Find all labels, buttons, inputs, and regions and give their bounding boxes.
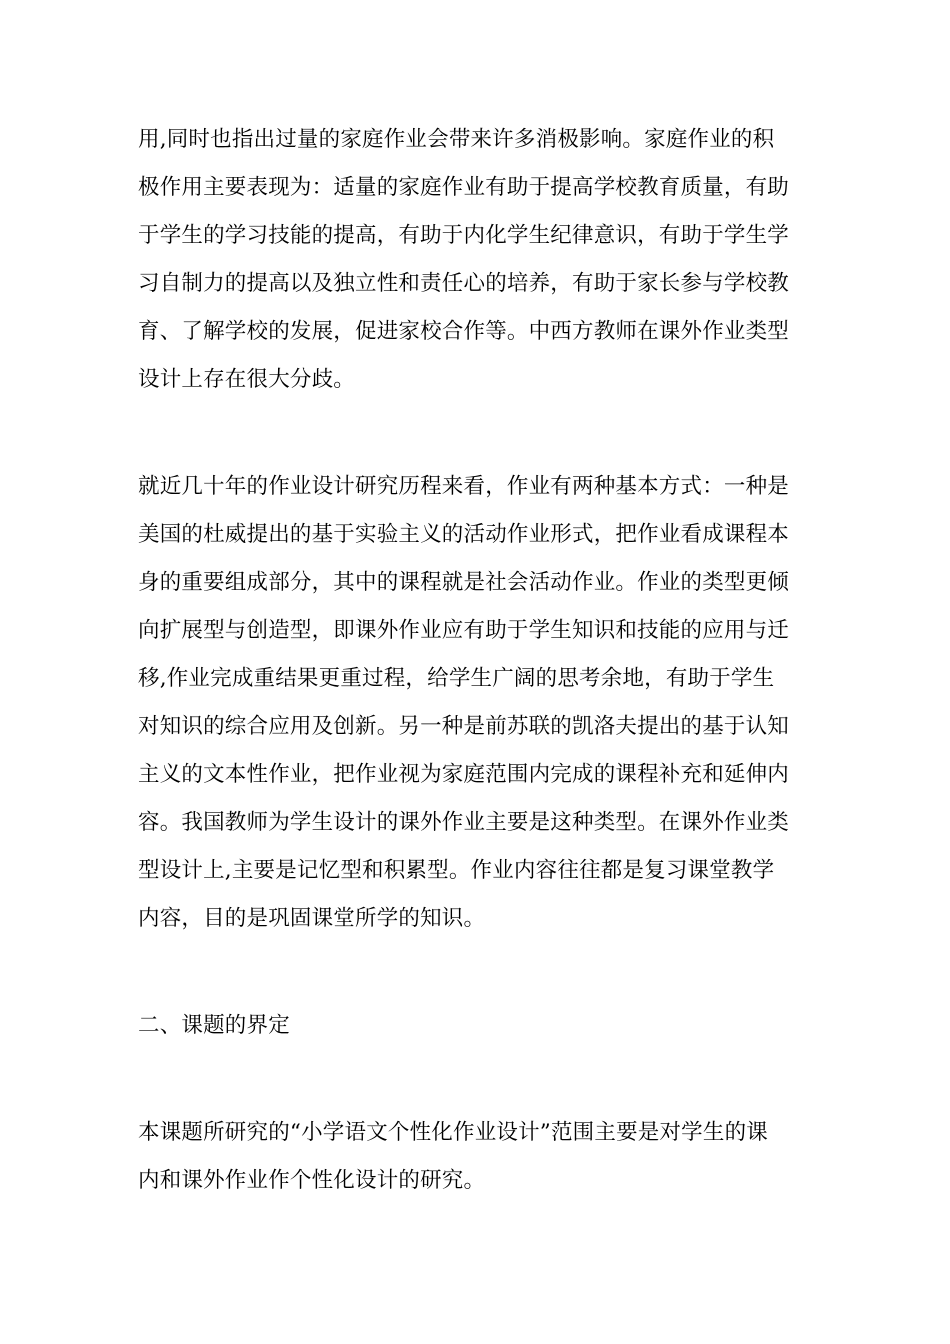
text-line: 型设计上,主要是记忆型和积累型。作业内容往往都是复习课堂教学 xyxy=(138,858,775,883)
text-line: 习自制力的提高以及独立性和责任心的培养，有助于家长参与学校教 xyxy=(138,271,790,296)
text-line: 移,作业完成重结果更重过程，给学生广阔的思考余地，有助于学生 xyxy=(138,666,775,691)
text-line: 内容，目的是巩固课堂所学的知识。 xyxy=(138,906,486,931)
text-line: 用,同时也指出过量的家庭作业会带来许多消极影响。家庭作业的积 xyxy=(138,127,775,152)
text-line: 于学生的学习技能的提高，有助于内化学生纪律意识，有助于学生学 xyxy=(138,223,790,248)
text-line: 容。我国教师为学生设计的课外作业主要是这种类型。在课外作业类 xyxy=(138,810,790,835)
text-line: 极作用主要表现为：适量的家庭作业有助于提高学校教育质量，有助 xyxy=(138,175,790,200)
text-line: 身的重要组成部分，其中的课程就是社会活动作业。作业的类型更倾 xyxy=(138,570,790,595)
text-line: 美国的杜威提出的基于实验主义的活动作业形式，把作业看成课程本 xyxy=(138,522,790,547)
text-line: 设计上存在很大分歧。 xyxy=(138,367,356,392)
text-line: 向扩展型与创造型，即课外作业应有助于学生知识和技能的应用与迁 xyxy=(138,618,790,643)
text-line: 育、了解学校的发展，促进家校合作等。中西方教师在课外作业类型 xyxy=(138,319,790,344)
text-line: 就近几十年的作业设计研究历程来看，作业有两种基本方式：一种是 xyxy=(138,474,790,499)
text-line: 二、课题的界定 xyxy=(138,1013,290,1038)
text-line: 本课题所研究的“小学语文个性化作业设计”范围主要是对学生的课 xyxy=(138,1120,768,1145)
text-line: 内和课外作业作个性化设计的研究。 xyxy=(138,1168,486,1193)
text-line: 主义的文本性作业，把作业视为家庭范围内完成的课程补充和延伸内 xyxy=(138,762,790,787)
text-line: 对知识的综合应用及创新。另一种是前苏联的凯洛夫提出的基于认知 xyxy=(138,714,790,739)
